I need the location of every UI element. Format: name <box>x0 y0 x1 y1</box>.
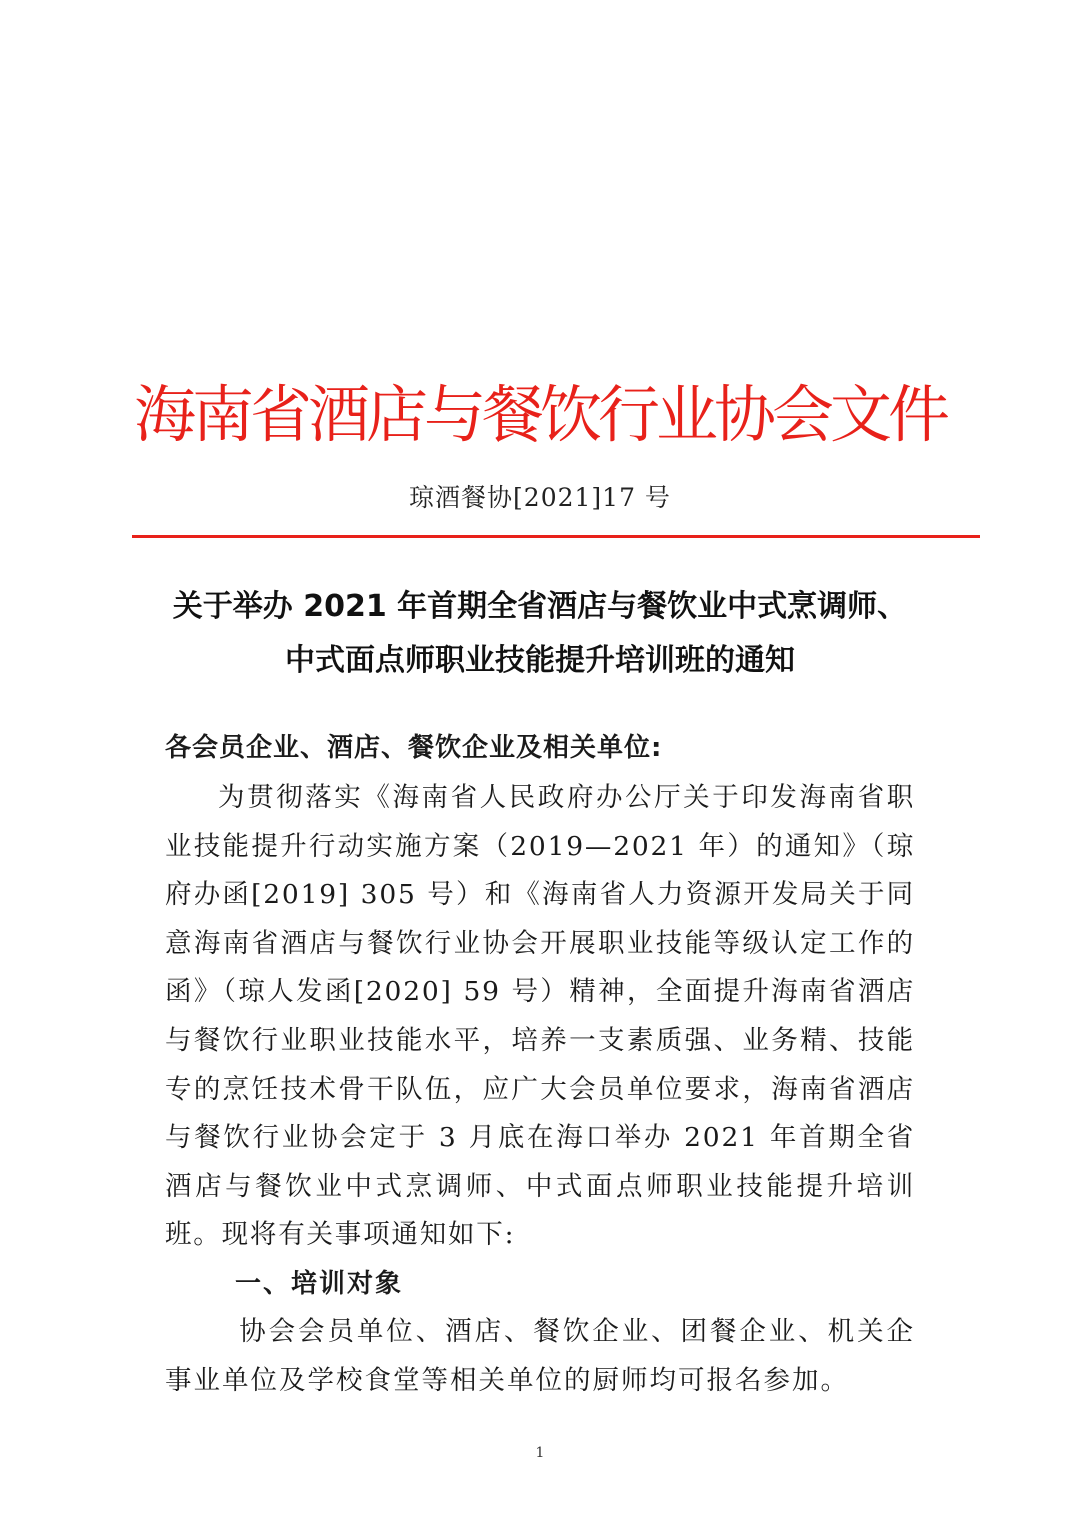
document-number: 琼酒餐协[2021]17 号 <box>409 483 671 512</box>
red-divider-line <box>132 535 980 538</box>
notice-title-line-1: 关于举办 2021 年首期全省酒店与餐饮业中式烹调师、 <box>172 589 908 624</box>
org-file-header: 海南省酒店与餐饮行业协会文件 <box>133 378 946 451</box>
salutation: 各会员企业、酒店、餐饮企业及相关单位: <box>165 733 663 763</box>
intro-paragraph: 为贯彻落实《海南省人民政府办公厅关于印发海南省职业技能提升行动实施方案（2019—2021 年）的通知》（琼府办函[2019] 305 号）和《海南省人力资源开发局关于同意海南省酒店与餐饮行业协会开展职业技能等级认定工作的函》（琼人发函[2020] 59 号）精神，全面提升海南省酒店与餐饮行业职业技能水平，培养一支素质强、业务精、技能专的烹饪技术骨干队伍，应广大会员单位要求，海南省酒店与餐饮行业协会定于 3 月底在海口举办 2021 年首期全省酒店与餐饮业中式烹调师、中式面点师职业技能提升培训班。现将有关事项通知如下: <box>165 782 915 1251</box>
notice-body <box>165 722 915 1405</box>
section-heading-training-targets: 一、培训对象 <box>235 1268 404 1299</box>
notice-title-line-2: 中式面点师职业技能提升培训班的通知 <box>285 643 795 678</box>
page-number: 1 <box>535 1445 545 1461</box>
section-text-training-targets: 协会会员单位、酒店、餐饮企业、团餐企业、机关企事业单位及学校食堂等相关单位的厨师均可报名参加。 <box>165 1315 915 1396</box>
notice-title <box>120 580 960 688</box>
